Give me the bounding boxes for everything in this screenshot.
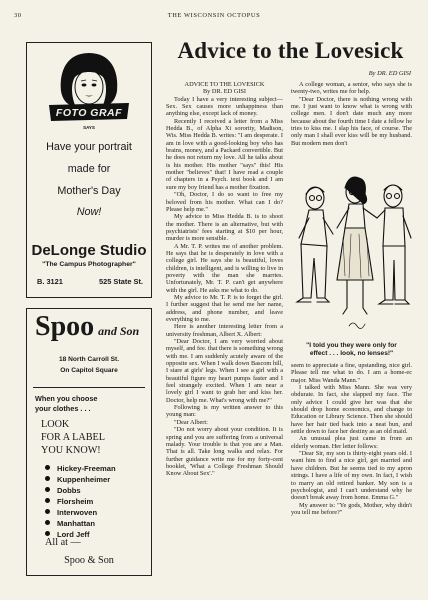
bullet-icon <box>45 476 50 481</box>
article-title: Advice to the Lovesick <box>177 38 404 63</box>
article-paragraph: "Do not worry about your condition. It is spring and you are suffering from a universal malady. Your trouble is that you are a Man. That is all. Take long walks and relax. For further guidance write me for my forty-cent booklet, 'What a College Freshman Should Know About Sex'." <box>166 426 283 478</box>
magazine-name: THE WISCONSIN OCTOPUS <box>167 12 261 19</box>
brand-item: Interwoven <box>45 508 116 519</box>
cartoon-caption: "I told you they were only for effect . . . look, no lenses!" <box>306 342 397 357</box>
bullet-icon <box>45 509 50 514</box>
studio-phone: B. 3121 <box>37 277 63 286</box>
bullet-icon <box>45 465 50 470</box>
bullet-icon <box>45 520 50 525</box>
brand-item: Florsheim <box>45 497 116 508</box>
page-number: 30 <box>14 12 22 19</box>
article-paragraph: A college woman, a senior, who says she is twenty-two, writes me for help. <box>291 81 412 96</box>
article-paragraph: Here is another interesting letter from a university freshman, Albert X. Albert: <box>166 323 283 338</box>
spoo-divider <box>33 387 145 388</box>
spoo-look2: FOR A LABEL <box>41 432 105 443</box>
spoo-look1: LOOK <box>41 419 70 430</box>
spoo-logo: Spoo and Son <box>35 311 140 342</box>
article-paragraph: "Dear Doctor, there is nothing wrong with me. I just want to know what is wrong with college men. I don't date much any more because about the fourth time I date a fellow he tries to kiss me. I slap his face, of course. The only man I shall ever kiss will be my husband. But modern men don't <box>291 95 412 147</box>
brand-list <box>45 464 116 541</box>
spoo-address1: 18 North Carroll St. <box>58 356 120 363</box>
article-paragraph: Today I have a very interesting subject—Sex. Sex causes more unhappiness than anything else, except lack of money. <box>166 95 283 118</box>
spoo-intro1: When you choose <box>35 394 98 403</box>
article-paragraph: My advice to Mr. T. P. is to forget the girl. I further suggest that he send me her name, address, and phone number, and leave everything to me. <box>166 293 283 323</box>
bullet-icon <box>45 498 50 503</box>
bullet-icon <box>45 487 50 492</box>
bullet-icon <box>45 531 50 536</box>
fotograf-logo <box>45 49 133 133</box>
article-paragraph: An unusual plea just came in from an elderly woman. Her letter follows: <box>291 435 412 450</box>
svg-text:FOTO GRAF: FOTO GRAF <box>55 107 123 119</box>
spoo-allat: All at — <box>45 537 81 548</box>
article-paragraph: Following is my written answer to this young man: <box>166 404 283 419</box>
article-paragraph: seem to appreciate a fine, upstanding, nice girl. Please tell me what to do. I am a home-ec major. Miss Wanda Mann." <box>291 362 412 384</box>
article-paragraph: "Dear Sir, my son is thirty-eight years old. I want him to find a nice girl, get married and have children. But he seems tied to my apron strings. I have a life of my own. In fact, I wish to marry an old retired banker. My son is a psychologist, and I can't understand why he doesn't break away from home. Emma G." <box>291 450 412 502</box>
brand-item: Lord Jeff <box>45 530 116 541</box>
studio-address: 525 State St. <box>99 277 143 286</box>
article-byline: By DR. ED GISI <box>368 70 411 77</box>
studio-tagline: "The Campus Photographer" <box>42 261 136 268</box>
article-paragraph: A Mr. T. P. writes me of another problem. He says that he is desperately in love with a college girl. He says she is beautiful, loves children, is intelligent, and is willing to live in poverty with the man she marries. Unfortunately, Mr. T. P. can't get anywhere with the girl. He asks me what to do. <box>166 242 283 294</box>
article-paragraph: By DR. ED GISI <box>202 88 247 96</box>
fotograf-ad <box>26 42 152 298</box>
fotograf-line1: Have your portrait <box>46 141 132 153</box>
brand-item: Manhattan <box>45 519 116 530</box>
article-paragraph: "Dear Doctor, I am very worried about myself, and fee. that there is something wrong with me. I am suddenly acutely aware of the opposite sex. When I walk down Bascom hill, I stare at girls' legs. When I see a girl with a beautiful figure my heart pumps faster and I feel strangely excited. When I am near a lovely girl I want to grab her and kiss her. Doctor, help me. What's wrong with me?" <box>166 338 283 404</box>
article-paragraph: ADVICE TO THE LOVESICK <box>184 81 265 88</box>
spoo-ad <box>26 308 152 576</box>
spoo-footer: Spoo & Son <box>64 555 114 566</box>
article-column-2-bottom <box>291 362 412 594</box>
article-paragraph: My advice to Miss Hedda B. is to shoot the mother. There is an alternative, but with psychiatrists' fees starting at $10 per hour, murder is more sensible. <box>166 213 283 243</box>
spoo-address2: On Capitol Square <box>60 367 118 374</box>
fotograf-line3: Mother's Day <box>57 185 121 197</box>
brand-item: Kuppenheimer <box>45 475 116 486</box>
article-column-2-top <box>291 81 412 167</box>
spoo-look3: YOU KNOW! <box>41 445 101 456</box>
article-paragraph: Recently I received a letter from a Miss Hedda B., of Alpha Xi sorority, Madison, Wis. Miss Hedda B. writes: "I am desperate. I am in love with a good-looking boy who has brains, money, and a Packard convertible. But he does not return my love. All he talks about is his mother. His mother "says" this! His mother "believes" that! I have read a couple of chapters in a Psych. text book and I am sure my boy friend has a mother fixation. <box>166 117 283 191</box>
cartoon-illustration <box>289 168 414 340</box>
spoo-intro2: your clothes . . . <box>35 404 91 413</box>
svg-text:SAYS: SAYS <box>83 125 95 130</box>
fotograf-line4: Now! <box>76 206 102 218</box>
running-header <box>14 12 414 22</box>
brand-item: Hickey-Freeman <box>45 464 116 475</box>
article-paragraph: "Dear Albert: <box>174 418 208 426</box>
brand-item: Dobbs <box>45 486 116 497</box>
article-paragraph: "Oh, Doctor, I do so want to free my beloved from his mother. What can I do? Please help me." <box>166 191 283 213</box>
article-paragraph: My answer is: "Ye gods, Mother, why didn't you tell me before?" <box>291 501 412 516</box>
article-paragraph: I talked with Miss Mann. She was very obdurate. In fact, she slapped my face. The only advice I could give her was that she should drop home economics, and change to Education or Library Science. Then she should have her hair tied back into a neat bun, and settle down to face her destiny as an old maid. <box>291 384 412 436</box>
fotograf-line2: made for <box>67 163 111 175</box>
studio-name: DeLonge Studio <box>31 242 147 259</box>
article-column-1 <box>166 81 283 591</box>
